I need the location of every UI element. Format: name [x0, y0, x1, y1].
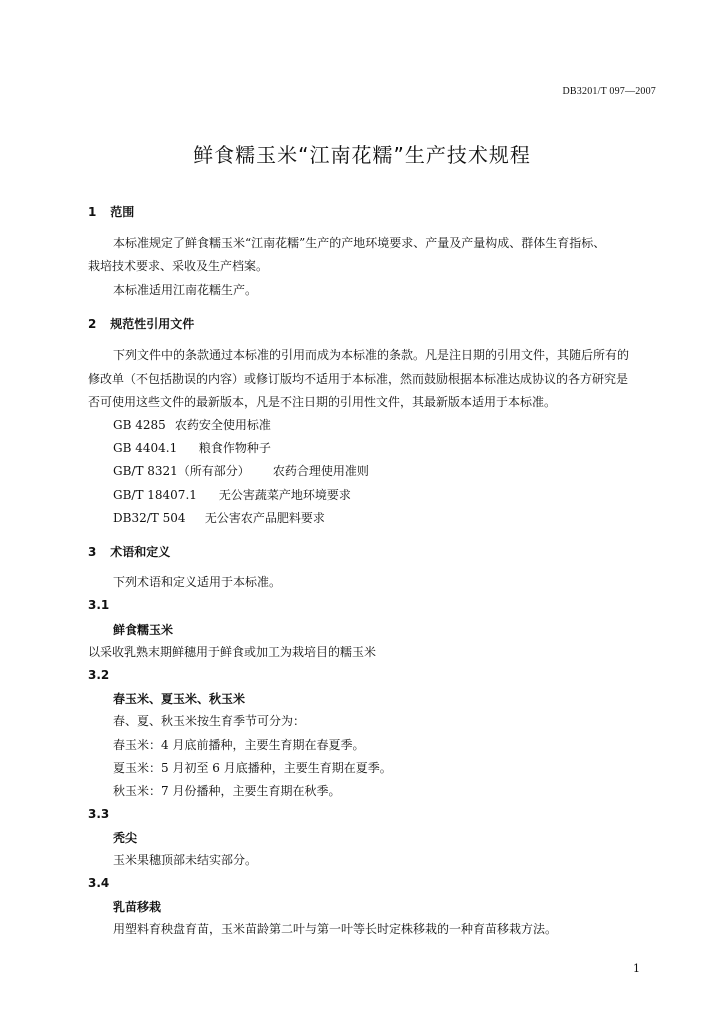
paragraph-line: 栽培技术要求、采收及生产档案。: [88, 259, 269, 273]
reference-code: GB/T 18407.1: [113, 488, 197, 502]
reference-item: [113, 438, 271, 459]
reference-name: 农药安全使用标准: [174, 418, 271, 432]
reference-item: [113, 461, 369, 482]
reference-item: [113, 508, 325, 529]
section-title: 范围: [110, 205, 135, 219]
term-name: 鲜食糯玉米: [113, 623, 174, 637]
section-2-heading: [88, 315, 194, 332]
clause-number: 3.3: [88, 807, 110, 821]
term-definition: 春玉米：4 月底前播种，主要生育期在春夏季。: [113, 738, 365, 752]
standard-number: DB3201/T 097—2007: [562, 86, 656, 97]
paragraph-line: 修改单（不包括勘误的内容）或修订版均不适用于本标准，然而鼓励根据本标准达成协议的各方研究是: [88, 372, 629, 386]
term-definition: 夏玉米：5 月初至 6 月底播种，主要生育期在夏季。: [113, 761, 392, 775]
reference-code: GB 4404.1: [113, 441, 178, 455]
section-1-heading: [88, 203, 134, 220]
term-definition: 秋玉米：7 月份播种，主要生育期在秋季。: [113, 784, 341, 798]
section-number: 3: [88, 545, 97, 559]
section-3-heading: [88, 543, 170, 560]
paragraph-line: 否可使用这些文件的最新版本，凡是不注日期的引用性文件，其最新版本适用于本标准。: [88, 395, 557, 409]
section-title: 术语和定义: [110, 545, 171, 559]
reference-name: 无公害蔬菜产地环境要求: [218, 488, 351, 502]
reference-name: 农药合理使用准则: [272, 464, 369, 478]
reference-code: GB/T 8321（所有部分）: [113, 464, 250, 478]
section-number: 2: [88, 317, 97, 331]
reference-code: GB 4285: [113, 418, 166, 432]
term-definition: 以采收乳熟末期鲜穗用于鲜食或加工为栽培目的糯玉米: [88, 645, 377, 659]
section-title: 规范性引用文件: [110, 317, 195, 331]
paragraph-line: 本标准规定了鲜食糯玉米“江南花糯”生产的产地环境要求、产量及产量构成、群体生育指标、: [113, 236, 606, 250]
paragraph-line: 本标准适用江南花糯生产。: [113, 283, 258, 297]
term-definition: 春、夏、秋玉米按生育季节可分为：: [113, 714, 306, 728]
reference-item: [113, 485, 351, 506]
clause-number: 3.4: [88, 876, 110, 890]
term-definition: 用塑料育秧盘育苗，玉米苗龄第二叶与第一叶等长时定株移栽的一种育苗移栽方法。: [113, 922, 558, 936]
reference-item: [113, 415, 271, 436]
term-definition: 玉米果穗顶部未结实部分。: [113, 853, 258, 867]
paragraph-line: 下列术语和定义适用于本标准。: [113, 575, 282, 589]
term-name: 秃尖: [113, 831, 138, 845]
page-number: 1: [633, 962, 640, 975]
term-name: 春玉米、夏玉米、秋玉米: [113, 692, 246, 706]
reference-name: 粮食作物种子: [198, 441, 271, 455]
section-number: 1: [88, 205, 97, 219]
reference-name: 无公害农产品肥料要求: [204, 511, 325, 525]
clause-number: 3.1: [88, 598, 110, 612]
paragraph-line: 下列文件中的条款通过本标准的引用而成为本标准的条款。凡是注日期的引用文件，其随后所有的: [113, 348, 630, 362]
document-title: 鲜食糯玉米“江南花糯”生产技术规程: [193, 143, 531, 167]
reference-code: DB32/T 504: [113, 511, 186, 525]
term-name: 乳苗移栽: [113, 900, 162, 914]
clause-number: 3.2: [88, 668, 110, 682]
